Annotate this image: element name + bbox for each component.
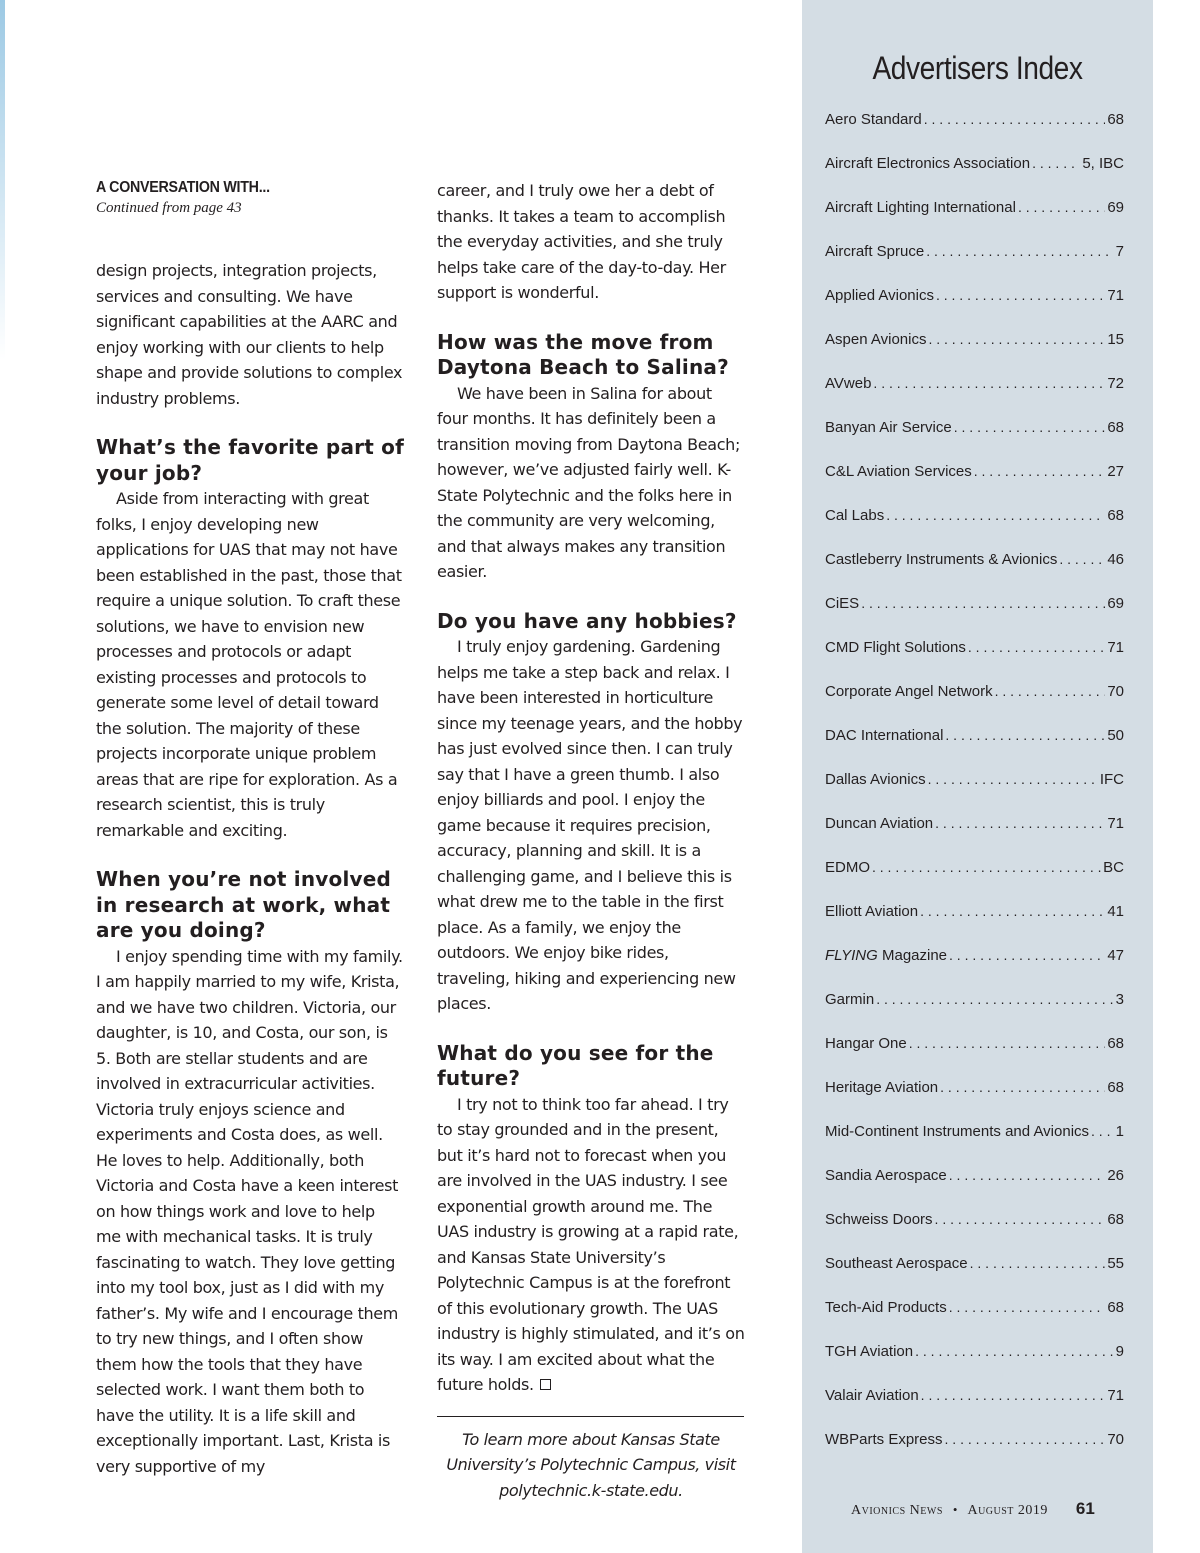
advertiser-item [825,1211,1124,1255]
leader-dots [949,947,1105,963]
advertiser-name: Sandia Aerospace [825,1167,947,1184]
advertiser-name: Tech-Aid Products [825,1299,947,1316]
future-text: I try not to think too far ahead. I try to stay grounded and in the present, but it’s hard not to forecast when you are involved in the UAS industry. I see exponential growth around me. The UAS industry is growing at a rapid rate, and Kansas State University’s Polytechnic Campus is at the forefront of this evolutionary growth. The UAS industry is highly stimulated, and it’s on its way. I am excited about what the future holds. [437,1094,745,1394]
advertiser-item [825,419,1124,463]
advertiser-page: 1 [1115,1123,1124,1140]
advertiser-item [825,507,1124,551]
advertiser-item [825,639,1124,683]
section-body-favorite-part: Aside from interacting with great folks, I enjoy developing new applications for UAS that may not have been established in the past, those that require a unique solution. To craft these solutions, we have to envision new processes and protocols or adapt existing processes and protocols to generate some level of detail toward the solution. The majority of these projects incorporate unique problem areas that are ripe for exploration. As a research scientist, this is truly remarkable and exciting. [96,489,402,840]
advertiser-name [825,947,947,964]
advertiser-page: 9 [1115,1343,1124,1360]
section-body-move: We have been in Salina for about four months. It has definitely been a transition moving from Daytona Beach; however, we’ve adjusted fairly well. K-State Polytechnic and the folks here in the community are very welcoming, and that always makes any transition easier. [437,383,740,581]
advertiser-item [825,1431,1124,1475]
footer-bullet: • [952,1502,958,1517]
advertiser-page: 15 [1107,331,1124,348]
advertiser-page: IFC [1099,771,1124,788]
leader-dots [1018,199,1105,215]
advertiser-name: Mid-Continent Instruments and Avionics [825,1123,1090,1140]
section-body-hobbies: I truly enjoy gardening. Gardening helps me take a step back and relax. I have been interested in horticulture since my teenage years, and the hobby has just evolved since then. I can truly say that I have a green thumb. I also enjoy billiards and pool. I enjoy the game because it requires precision, accuracy, planning and skill. It is a challenging game, and I believe this is what drew me to the table in the first place. As a family, we enjoy the outdoors. We enjoy bike rides, traveling, hiking and experiencing new places. [437,637,743,1013]
leader-dots [949,1167,1106,1183]
advertiser-name: Corporate Angel Network [825,683,993,700]
advertiser-name: CMD Flight Solutions [825,639,966,656]
advertiser-name: Cal Labs [825,507,885,524]
leader-dots [1059,551,1105,567]
article-column-1 [96,178,404,1479]
leader-dots [915,1343,1114,1359]
advertiser-page: 68 [1107,419,1124,436]
leader-dots [1091,1123,1114,1139]
advertiser-name: Aero Standard [825,111,922,128]
advertiser-item [825,375,1124,419]
advertiser-name: Southeast Aerospace [825,1255,968,1272]
advertiser-page: 70 [1107,683,1124,700]
leader-dots [940,1079,1105,1095]
advertiser-name: Elliott Aviation [825,903,919,920]
advertiser-page: 68 [1107,1211,1124,1228]
leader-dots [921,1387,1106,1403]
divider [437,1416,744,1417]
continuation-paragraph: career, and I truly owe her a debt of thanks. It takes a team to accomplish the everyday activities, and she truly helps take care of the day-to-day. Her support is wonderful. [437,181,726,302]
advertiser-page: 72 [1107,375,1124,392]
leader-dots [949,1299,1106,1315]
advertisers-sidebar [802,0,1153,1553]
advertiser-item [825,1255,1124,1299]
issue-date: August 2019 [967,1503,1048,1518]
advertiser-page: 70 [1107,1431,1124,1448]
leader-dots [954,419,1106,435]
leader-dots [974,463,1106,479]
advertiser-item [825,1123,1124,1167]
advertiser-page: 71 [1107,1387,1124,1404]
leader-dots [945,1431,1106,1447]
advertiser-name: Aircraft Spruce [825,243,925,260]
advertiser-name: Aircraft Lighting International [825,199,1016,216]
leader-dots [928,771,1098,787]
advertisers-list [825,111,1124,1475]
section-heading-not-at-work: When you’re not involved in research at work, what are you doing? [96,867,392,942]
leader-dots [1032,155,1080,171]
leader-dots [928,331,1105,347]
publication-name: Avionics News [851,1503,943,1518]
advertiser-name: Dallas Avionics [825,771,926,788]
advertiser-name: Hangar One [825,1035,907,1052]
advertiser-name: Aircraft Electronics Association [825,155,1031,172]
advertiser-name: Castleberry Instruments & Avionics [825,551,1058,568]
advertiser-item [825,111,1124,155]
advertiser-page: 71 [1107,815,1124,832]
advertiser-item [825,947,1124,991]
leader-dots [935,1211,1106,1227]
advertiser-item [825,859,1124,903]
section-body-future [437,1092,745,1398]
leader-dots [886,507,1105,523]
leader-dots [872,859,1101,875]
intro-paragraph: design projects, integration projects, services and consulting. We have significant capabilities at the AARC and enjoy working with our clients to help shape and provide solutions to complex industry problems. [96,261,403,408]
advertiser-page: 71 [1107,639,1124,656]
advertiser-item [825,1079,1124,1123]
advertiser-name: AVweb [825,375,872,392]
leader-dots [995,683,1106,699]
leader-dots [920,903,1105,919]
advertiser-item [825,287,1124,331]
section-heading-hobbies: Do you have any hobbies? [437,608,737,633]
advertiser-page: 69 [1107,199,1124,216]
advertiser-page: 46 [1107,551,1124,568]
advertiser-page: BC [1103,859,1124,876]
advertiser-item [825,551,1124,595]
continued-note: Continued from page 43 [96,200,242,216]
advertiser-item [825,683,1124,727]
advertiser-page: 69 [1107,595,1124,612]
advertiser-page: 68 [1107,111,1124,128]
section-body-not-at-work: I enjoy spending time with my family. I am happily married to my wife, Krista, and we have two children. Victoria, our daughter, is 10, and Costa, our son, is 5. Both are stellar students and are involved in extracurricular activities. Victoria truly enjoys science and experiments and Costa does, as well. He loves to help. Additionally, both Victoria and Costa have a keen interest on how things work and love to help me with mechanical tasks. It is truly fascinating to watch. They love getting into my tool box, just as I did with my father’s. My wife and I encourage them to try new things, and I often show them how the tools that they have selected work. I want them both to have the utility. It is a life skill and exceptionally important. Last, Krista is very supportive of my [96,946,403,1476]
advertiser-page: 55 [1107,1255,1124,1272]
advertiser-page: 26 [1107,1167,1124,1184]
advertiser-name: WBParts Express [825,1431,943,1448]
advertiser-item [825,199,1124,243]
section-heading-favorite-part: What’s the favorite part of your job? [96,435,404,485]
advertiser-item [825,1035,1124,1079]
advertiser-name: DAC International [825,727,944,744]
advertiser-item [825,1299,1124,1343]
leader-dots [935,815,1105,831]
advertiser-page: 27 [1107,463,1124,480]
advertiser-page: 41 [1107,903,1124,920]
advertiser-page: 5, IBC [1082,155,1124,172]
advertiser-name: C&L Aviation Services [825,463,972,480]
advertiser-name: TGH Aviation [825,1343,914,1360]
section-heading-move: How was the move from Daytona Beach to Salina? [437,329,729,379]
advertiser-page: 68 [1107,1079,1124,1096]
advertiser-page: 50 [1107,727,1124,744]
advertiser-item [825,463,1124,507]
advertiser-item [825,771,1124,815]
advertiser-page: 3 [1115,991,1124,1008]
advertiser-name-rest: Magazine [877,947,948,964]
advertiser-item [825,1343,1124,1387]
advertisers-index-title: Advertisers Index [872,50,1083,86]
advertiser-page: 7 [1115,243,1124,260]
advertiser-item [825,727,1124,771]
advertiser-page: 71 [1107,287,1124,304]
leader-dots [909,1035,1106,1051]
leader-dots [861,595,1105,611]
advertiser-name: Applied Avionics [825,287,934,304]
advertiser-item [825,1387,1124,1431]
advertiser-page: 68 [1107,507,1124,524]
leader-dots [936,287,1105,303]
page-edge-accent [0,0,5,360]
advertiser-item [825,815,1124,859]
section-tag: A CONVERSATION WITH... [96,179,270,196]
page-number: 61 [1075,1499,1095,1518]
advertiser-name: Garmin [825,991,875,1008]
page-footer [851,1499,1101,1519]
advertiser-item [825,155,1124,199]
advertiser-name: Banyan Air Service [825,419,952,436]
advertiser-page: 68 [1107,1299,1124,1316]
section-heading-future: What do you see for the future? [437,1040,714,1090]
advertiser-item [825,903,1124,947]
leader-dots [968,639,1105,655]
advertiser-page: 68 [1107,1035,1124,1052]
leader-dots [876,991,1113,1007]
advertiser-name-italic: FLYING [825,947,878,964]
advertiser-name: Aspen Avionics [825,331,927,348]
advertiser-name: Heritage Aviation [825,1079,939,1096]
advertiser-item [825,1167,1124,1211]
advertiser-item [825,331,1124,375]
advertiser-item [825,595,1124,639]
article-column-2 [437,178,745,1503]
advertiser-page: 47 [1107,947,1124,964]
leader-dots [945,727,1105,743]
leader-dots [970,1255,1106,1271]
advertiser-name: EDMO [825,859,870,876]
leader-dots [873,375,1105,391]
advertiser-name: Valair Aviation [825,1387,919,1404]
leader-dots [926,243,1113,259]
end-mark-icon [540,1379,551,1390]
advertiser-item [825,243,1124,287]
advertiser-name: CiES [825,595,860,612]
advertiser-name: Duncan Aviation [825,815,934,832]
advertiser-name: Schweiss Doors [825,1211,933,1228]
learn-more-note: To learn more about Kansas State University’s Polytechnic Campus, visit polytechnic.k-state.edu. [446,1429,736,1500]
leader-dots [924,111,1106,127]
advertiser-item [825,991,1124,1035]
